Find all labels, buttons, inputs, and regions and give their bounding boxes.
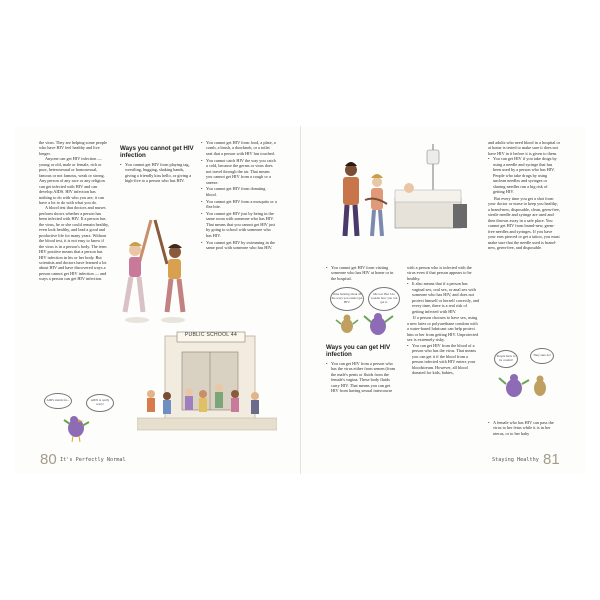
bullet-item: • You cannot get HIV by swimming in the same pool with someone who has HIV.	[201, 240, 277, 251]
hospital-visit-illustration	[325, 140, 475, 250]
bullet-item: • You cannot get HIV from a mosquito or a flea bite.	[201, 199, 277, 210]
bird-and-bee-illustration	[496, 366, 556, 404]
paragraph: Anyone can get HIV infection — young or old, male or female, rich or poor, heterosexual or homosexual, famous or not famous, weak or strong. Any person of any race or any religion can get infected with HIV and can develop AIDS. HIV infection has nothing to do with who you are; it can have a lot to do with what you do.	[39, 156, 105, 205]
bullet-item: • It also means that if a person has vaginal sex, oral sex, or anal sex with someone who has HIV, and does not protect himself or herself correctly, and every time, there is a real risk of getting infected with HIV.	[407, 281, 479, 314]
bullet-item: • You cannot get HIV from visiting someone who has HIV at home or in the hospital.	[326, 265, 396, 281]
page-gutter	[300, 126, 301, 474]
right-column-2	[407, 265, 479, 377]
page-number-left: 80	[40, 451, 57, 468]
right-column-3-lower	[488, 420, 560, 438]
school-entrance-illustration	[137, 330, 277, 438]
right-column-1-lower	[326, 344, 396, 395]
bullet-item: • You can get HIV from a person who has the virus either from semen (from the male's penis or fluids from the female's vagina. These body fluids carry HIV. That means you can get HIV from having sexual intercourse	[326, 361, 396, 394]
bird-character-illustration	[62, 410, 92, 444]
right-column-3	[488, 140, 560, 250]
section-heading-can: Ways you can get HIV infection	[326, 344, 391, 358]
bullet-item: • You cannot get HIV from playing tag, wrestling, hugging, shaking hands, giving a friendly kiss hello, or giving a high-five to a person who has HIV.	[120, 162, 194, 184]
bullet-item: • You cannot get HIV from donating blood.	[201, 186, 277, 197]
school-sign: PUBLIC SCHOOL 44	[184, 332, 238, 338]
bee-character-illustration	[362, 308, 396, 340]
speech-bubble: People have to be careful!	[494, 350, 518, 368]
speech-bubble: Me too! But I do wonder how you can get it.	[368, 287, 400, 311]
bullet-item: • You cannot get HIV just by being in the same room with someone who has HIV. That means that you cannot get HIV just by going to school with someone who has HIV.	[201, 211, 277, 238]
running-title-left: It's Perfectly Normal	[60, 457, 126, 463]
paragraph: the virus. They are helping some people who have HIV feel healthy and live longer.	[39, 140, 108, 156]
kids-high-five-illustration	[115, 212, 195, 327]
left-column-3	[201, 140, 277, 252]
paragraph: If a person chooses to have sex, using a new latex or polyurethane condom with a water-based lubricant can help protect him or her from getting HIV. Unprotected sex is extremely risky.	[407, 315, 479, 343]
bullet-item: • You cannot catch HIV the way you catch a cold, because the germs or virus does not travel through the air. That means you cannot get HIV from a cough or a sneeze.	[201, 158, 277, 185]
running-title-right: Staying Healthy	[492, 457, 539, 463]
paragraph: A blood test that doctors and nurses perform shows whether a person has been infected with HIV. If a person has the virus, he or she could remain healthy, even look healthy, and lead a good and productive life for many years. Without the blood test, it is not easy to know if the virus is in a person's body. The term HIV positive means that a person has HIV infection in his or her body. But scientists and doctors have learned a lot about HIV and have discovered ways a person cannot get HIV infection — and ways a person can get HIV infection.	[39, 205, 109, 282]
speech-bubble: AIDS is really scary!	[86, 394, 114, 412]
left-column-1	[39, 140, 109, 282]
page-number-right: 81	[543, 451, 560, 468]
speech-bubble: I like hearing about all the ways you cannot get HIV.	[330, 287, 364, 311]
bullet-item: • You can get HIV if you take drugs by using a needle and syringe that has been used by a person who has HIV. People who take drugs by using unclean needles and syringes or sharing needles run a big risk of getting HIV.	[488, 156, 560, 194]
bullet-item: • You cannot get HIV from food, a plate, a comb, a brush, a doorknob, or a toilet seat that a person with HIV has touched.	[201, 140, 277, 156]
left-column-2	[120, 145, 194, 185]
speech-bubble: They sure do!	[530, 348, 554, 364]
bullet-item: • You can get HIV from the blood of a person who has the virus. That means you can get it if the blood from a person infected with HIV enters your bloodstream. However, all blood donated for kids, babies,	[407, 343, 479, 376]
section-heading-cannot: Ways you cannot get HIV infection	[120, 145, 194, 159]
right-column-1	[326, 265, 396, 283]
speech-bubble: AIDS stands for...	[44, 393, 72, 409]
paragraph: with a person who is infected with the virus even if that person appears to be healthy.	[407, 265, 472, 281]
paragraph: But every time you get a shot from your doctor or nurse to keep you healthy, a brand-new, disposable, clean, germ-free, sterile needle and syringe are used and then thrown away in a safe place. You cannot get HIV from brand-new, germ-free needles and syringes. If you have your ears pierced or get a tattoo, you must make sure that the needle used is brand-new, germ-free, and disposable.	[488, 195, 560, 250]
paragraph: and adults who need blood in a hospital or at home is tested to make sure it does not have HIV in it before it is given to them.	[488, 140, 561, 156]
bullet-item: • A female who has HIV can pass the virus to her fetus while it is in her uterus, or to her baby	[488, 420, 560, 436]
